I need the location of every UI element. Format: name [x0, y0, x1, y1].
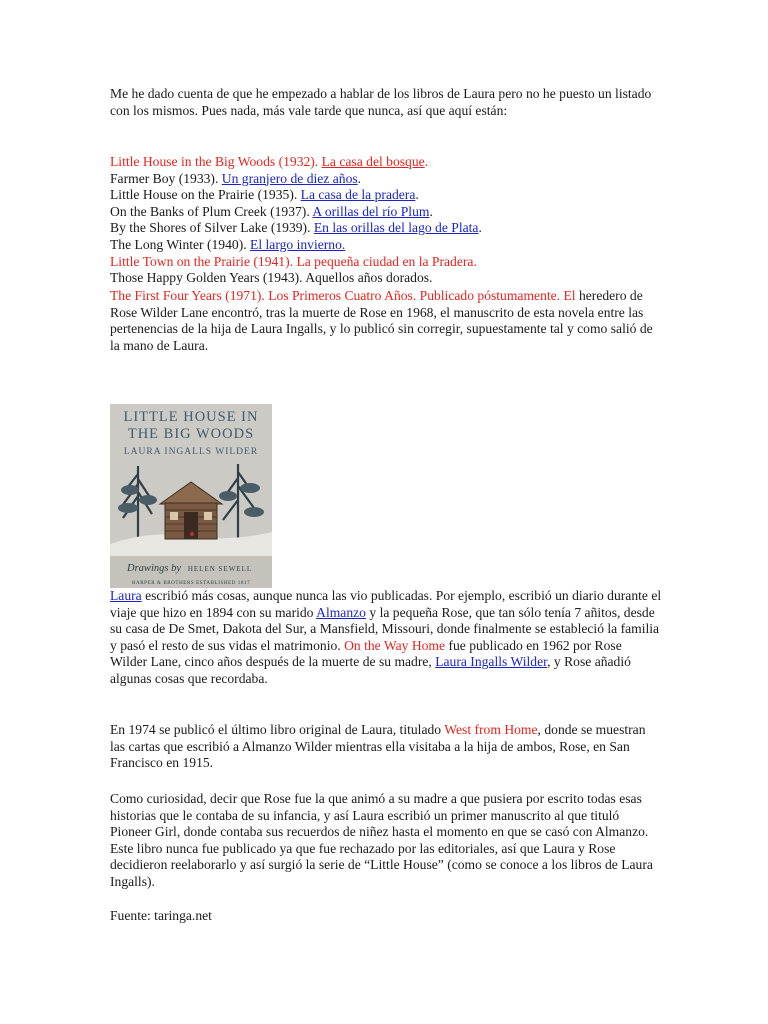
book-original-title: Little House in the Big Woods (1932). [110, 154, 319, 169]
cover-title-line2: THE BIG WOODS [127, 426, 255, 442]
cover-illustrator: HELEN SEWELL [187, 565, 253, 573]
intro-paragraph: Me he dado cuenta de que he empezado a hablar de los libros de Laura pero no he puesto un listado con los mismos. Pues nada, más vale tarde que nunca, así que aquí están: [110, 86, 652, 118]
book-entry: Farmer Boy (1933). Un granjero de diez años. [110, 170, 362, 186]
book-original-title: The Long Winter (1940). [110, 236, 247, 252]
book-entry: Little House in the Big Woods (1932). La casa del bosque. [110, 154, 429, 169]
book-original-title: On the Banks of Plum Creek (1937). [110, 203, 310, 219]
book-original-title: By the Shores of Silver Lake (1939). [110, 220, 311, 236]
source-line: Fuente: taringa.net [110, 908, 212, 923]
title-west-from-home: West from Home [444, 722, 538, 737]
paragraph-curiosity: Como curiosidad, decir que Rose fue la que animó a su madre a que pusiera por escrito todas esas historias que le contaba de su infancia, y así Laura escribió un primer manuscrito al que tituló Pioneer Girl, donde contaba sus recuerdos de niñez hasta el momento en que se casó con Almanzo. Este libro nunca fue publicado ya que fue rechazado por las editoriales, así que Laura y Rose decidieron reelaborarlo y así surgió la serie de “Little House” (como se conoce a los libros de Laura Ingalls). [110, 791, 653, 889]
book-spanish-title: Aquellos años dorados. [305, 270, 433, 286]
paragraph-west-from-home: En 1974 se publicó el último libro original de Laura, titulado West from Home, donde se muestran las cartas que escribió a Almanzo Wilder mientras ella visitaba a la hija de ambos, Rose, en San Francisco en 1915. [110, 722, 646, 771]
book-spanish-link[interactable]: Un granjero de diez años [221, 170, 358, 186]
book-entry [110, 270, 662, 287]
link-laura[interactable]: Laura [110, 588, 142, 603]
book-original-title: Little Town on the Prairie (1941). [110, 253, 294, 269]
cover-publisher: HARPER & BROTHERS ESTABLISHED 1817 [131, 581, 251, 586]
last-book-description: heredero de Rose Wilder Lane encontró, tras la muerte de Rose en 1968, el manuscrito de esta novela entre las pertenencias de la hija de Laura Ingalls, y lo publicó sin corregir, supuestamente tal y como salió de la mano de Laura. [110, 288, 653, 353]
book-spanish-link[interactable]: La casa del bosque [321, 154, 425, 169]
cover-drawings-by: Drawings by [127, 563, 181, 574]
last-book-entry [110, 288, 662, 354]
book-spanish-link[interactable]: En las orillas del lago de Plata [313, 220, 479, 236]
book-spanish-link[interactable]: A orillas del río Plum [312, 203, 430, 219]
book-entry [110, 254, 662, 271]
link-laura-ingalls-wilder[interactable]: Laura Ingalls Wilder [435, 654, 548, 670]
book-cover-image [110, 404, 272, 588]
book-entry: On the Banks of Plum Creek (1937). A orillas del río Plum. [110, 203, 433, 219]
book-original-title: Those Happy Golden Years (1943). [110, 270, 303, 286]
book-spanish-link[interactable]: La casa de la pradera [300, 187, 416, 203]
book-entry: Little House on the Prairie (1935). La casa de la pradera. [110, 187, 419, 203]
book-spanish-title: La pequeña ciudad en la Pradera. [296, 253, 477, 269]
cover-author: LAURA INGALLS WILDER [123, 447, 259, 457]
paragraph-other-writings: Laura escribió más cosas, aunque nunca las vio publicadas. Por ejemplo, escribió un diario durante el viaje que hizo en 1894 con su marido Almanzo y la pequeña Rose, que tan sólo tenía 7 añitos, desde su casa de De Smet, Dakota del Sur, a Mansfield, Missouri, donde finalmente se estableció la familia y pasó el resto de sus vidas el matrimonio. On the Way Home fue publicado en 1962 por Rose Wilder Lane, cinco años después de la muerte de su madre, Laura Ingalls Wilder, y Rose añadió algunas cosas que recordaba. [110, 588, 662, 686]
cover-title-line1: LITTLE HOUSE IN [123, 409, 259, 425]
book-list [110, 154, 662, 287]
title-on-the-way-home: On the Way Home [344, 637, 446, 653]
book-original-title: Little House on the Prairie (1935). [110, 187, 298, 203]
book-entry [110, 237, 662, 254]
book-original-title: Farmer Boy (1933). [110, 170, 219, 186]
last-book-title: The First Four Years (1971). Los Primeros Cuatro Años. Publicado póstumamente. El [110, 288, 576, 303]
book-entry: By the Shores of Silver Lake (1939). En las orillas del lago de Plata. [110, 220, 482, 236]
book-spanish-link[interactable]: El largo invierno. [250, 236, 346, 252]
link-almanzo[interactable]: Almanzo [316, 604, 366, 620]
